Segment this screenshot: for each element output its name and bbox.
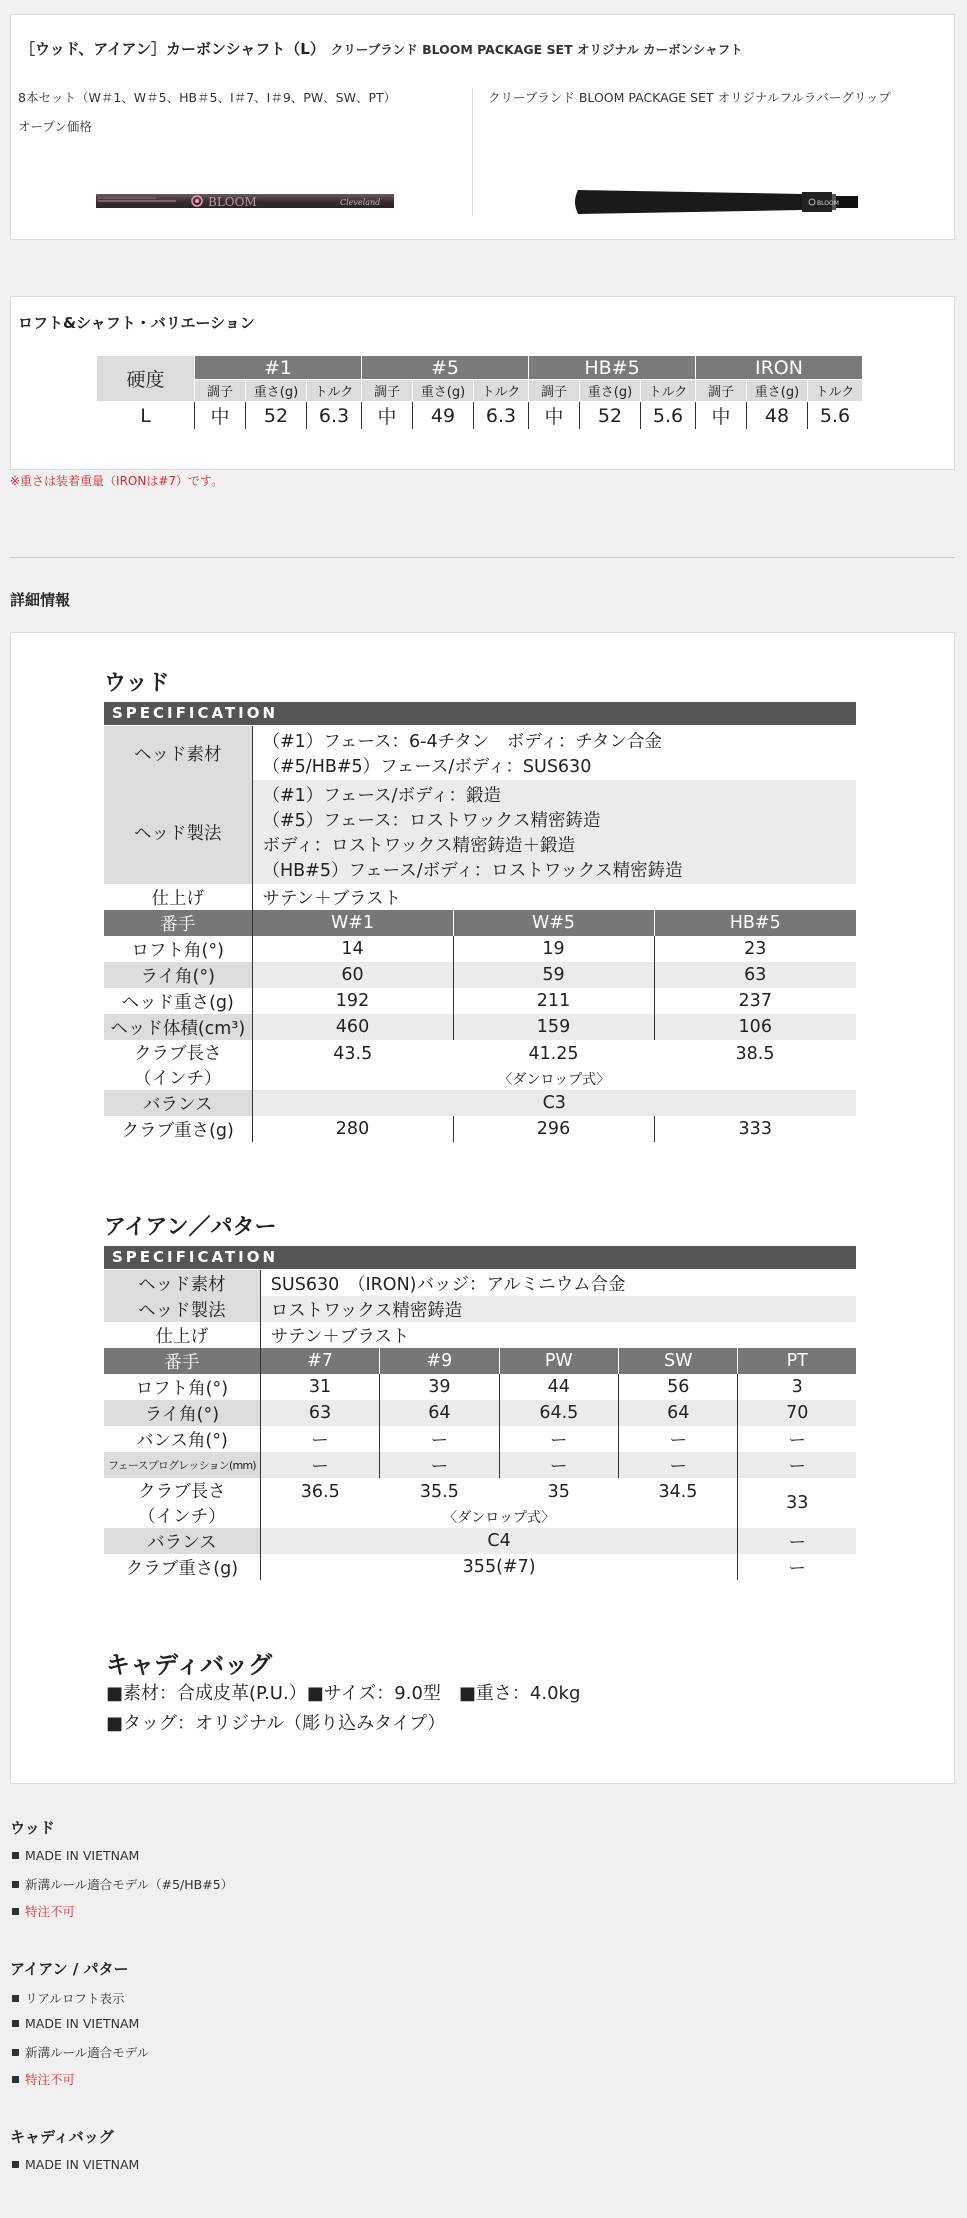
cell: 41.25 <box>528 1044 579 1064</box>
col-header: PW <box>499 1348 618 1374</box>
list-item: MADE IN VIETNAM <box>12 1848 139 1863</box>
cell: 35.5 <box>419 1482 459 1502</box>
list-item: リアルロフト表示 <box>12 1989 125 2007</box>
cell: 460 <box>252 1014 453 1040</box>
cell: ー <box>788 1558 806 1579</box>
grip-image <box>572 184 862 220</box>
cell: 中 <box>696 402 747 430</box>
spec-value: SUS630 （IRON)バッジ：アルミニウム合金 <box>270 1274 626 1295</box>
spec-label: ヘッド製法 <box>104 780 252 884</box>
cell: 34.5 <box>619 1478 738 1506</box>
cell: 296 <box>453 1116 654 1142</box>
sub-header: 重さ(g) <box>580 380 641 402</box>
cell: 48 <box>747 402 808 430</box>
weight-note: ※重さは装着重量（IRONは#7）です。 <box>10 474 224 488</box>
spec-label: 番手 <box>104 910 252 936</box>
col-header: SW <box>619 1348 738 1374</box>
cell: 6.3 <box>307 402 362 430</box>
sub-header: 調子 <box>362 380 413 402</box>
hardness-header: 硬度 <box>97 356 195 402</box>
spec-value: （#1）フェース：6-4チタン ボディ：チタン合金 （#5/HB#5）フェース/ボディ：SUS630 <box>262 732 662 777</box>
cell: 3 <box>791 1377 803 1397</box>
cell: 38.5 <box>735 1044 775 1064</box>
loft-group: #5 <box>362 356 529 380</box>
col-header: W#1 <box>252 910 453 936</box>
cell: 211 <box>453 988 654 1014</box>
spec-label: ライ角(°) <box>104 1400 260 1426</box>
cell: 6.3 <box>474 402 529 430</box>
cell: 355(#7) <box>260 1554 738 1580</box>
wood-notes-title: ウッド <box>10 1819 55 1837</box>
spec-label: ヘッド重さ(g) <box>104 988 252 1014</box>
loft-group: IRON <box>696 356 863 380</box>
cell: C4 <box>260 1528 738 1554</box>
svg-text:BLOOM: BLOOM <box>817 200 839 207</box>
cell: 333 <box>738 1119 772 1139</box>
cell: 35 <box>547 1482 570 1502</box>
cell: 14 <box>252 936 453 962</box>
spec-label: 番手 <box>104 1348 260 1374</box>
wood-spec-table <box>104 726 856 1142</box>
iron-spec-table <box>104 1270 856 1580</box>
cell: 60 <box>252 962 453 988</box>
spec-label: ヘッド素材 <box>104 726 252 780</box>
cell: 31 <box>260 1374 379 1400</box>
loft-group: HB#5 <box>529 356 696 380</box>
cell: 192 <box>252 988 453 1014</box>
spec-label: ヘッド体積(cm³) <box>104 1014 252 1040</box>
sub-header: 重さ(g) <box>246 380 307 402</box>
cell: 52 <box>246 402 307 430</box>
sub-header: 重さ(g) <box>413 380 474 402</box>
cell: 中 <box>195 402 246 430</box>
col-header: #7 <box>260 1348 379 1374</box>
cell: ー <box>260 1452 379 1478</box>
cell: ー <box>619 1452 738 1478</box>
spec-label: フェースプログレッション(mm) <box>104 1452 260 1478</box>
list-item: 特注不可 <box>12 2070 75 2088</box>
list-item: 新溝ルール適合モデル <box>12 2043 149 2061</box>
cell: 63 <box>654 962 856 988</box>
list-item: 特注不可 <box>12 1902 75 1920</box>
cell: 5.6 <box>808 402 863 430</box>
iron-spec-bar: SPECIFICATION <box>104 1246 856 1269</box>
section-divider <box>10 557 955 558</box>
list-item: 新溝ルール適合モデル（#5/HB#5） <box>12 1875 233 1893</box>
spec-value: （#1）フェース/ボディ：鍛造 （#5）フェース：ロストワックス精密鋳造 ボディ：ロストワックス精密鋳造＋鍛造 （HB#5）フェース/ボディ：ロストワックス精密鋳造 <box>252 780 856 884</box>
product-title: ［ウッド、アイアン］カーボンシャフト（L） クリーブランド BLOOM PACKAGE SET オリジナル カーボンシャフト <box>20 40 743 58</box>
cell: 63 <box>260 1400 379 1426</box>
length-note: 〈ダンロップ式〉 <box>260 1506 738 1528</box>
length-note: 〈ダンロップ式〉 <box>498 1072 611 1088</box>
cell: 39 <box>380 1374 499 1400</box>
cell: ー <box>380 1452 499 1478</box>
spec-label: バランス <box>104 1528 260 1554</box>
cell: 36.5 <box>300 1482 340 1502</box>
spec-label: クラブ長さ （インチ） <box>104 1040 252 1090</box>
cell: 70 <box>738 1400 856 1426</box>
cell: 59 <box>453 962 654 988</box>
cell: 19 <box>453 936 654 962</box>
set-contents: 8本セット（W＃1、W＃5、HB＃5、I＃7、I＃9、PW、SW、PT） <box>18 90 397 105</box>
cell: 237 <box>738 991 772 1011</box>
cell: 280 <box>252 1116 453 1142</box>
loft-group: #1 <box>195 356 362 380</box>
caddie-spec: ■素材：合成皮革(P.U.）■サイズ：9.0型 ■重さ：4.0kg <box>106 1683 581 1704</box>
spec-label: 仕上げ <box>104 1322 260 1348</box>
spec-label: 仕上げ <box>104 884 252 910</box>
spec-label: バンス角(°) <box>104 1426 260 1452</box>
loft-table <box>96 355 863 430</box>
cell: 56 <box>619 1374 738 1400</box>
cell: 64 <box>380 1400 499 1426</box>
iron-notes-title: アイアン / パター <box>10 1960 129 1978</box>
wood-spec-bar: SPECIFICATION <box>104 702 856 725</box>
price-text: オープン価格 <box>18 119 92 134</box>
cell: ー <box>499 1426 618 1452</box>
grip-text: クリーブランド BLOOM PACKAGE SET オリジナルフルラバーグリップ <box>488 90 891 105</box>
sub-header: 調子 <box>195 380 246 402</box>
loft-title: ロフト&シャフト・バリエーション <box>18 314 255 332</box>
caddie-title: キャディバッグ <box>106 1651 273 1679</box>
cell: 106 <box>654 1014 856 1040</box>
spec-label: ライ角(°) <box>104 962 252 988</box>
cell: ー <box>499 1452 618 1478</box>
cell: 52 <box>580 402 641 430</box>
col-header: W#5 <box>453 910 654 936</box>
cell: 23 <box>744 939 767 959</box>
cell: ー <box>619 1426 738 1452</box>
spec-value: サテン＋ブラスト <box>270 1326 410 1347</box>
sub-header: トルク <box>641 380 696 402</box>
spec-label: クラブ重さ(g) <box>104 1554 260 1580</box>
spec-label: クラブ長さ （インチ） <box>104 1478 260 1528</box>
cell: 33 <box>786 1493 809 1513</box>
spec-label: ロフト角(°) <box>104 1374 260 1400</box>
iron-title: アイアン／パター <box>104 1215 277 1240</box>
cell: 中 <box>529 402 580 430</box>
sub-header: トルク <box>474 380 529 402</box>
cell: 44 <box>499 1374 618 1400</box>
sub-header: 調子 <box>529 380 580 402</box>
sub-header: 重さ(g) <box>747 380 808 402</box>
cell: ー <box>380 1426 499 1452</box>
sub-header: トルク <box>808 380 863 402</box>
detail-heading: 詳細情報 <box>10 591 71 609</box>
divider <box>472 88 473 216</box>
wood-title: ウッド <box>104 671 170 696</box>
cell: 49 <box>413 402 474 430</box>
spec-label: ヘッド製法 <box>104 1296 260 1322</box>
cell: 64 <box>619 1400 738 1426</box>
spec-label: クラブ重さ(g) <box>104 1116 252 1142</box>
cell: C3 <box>252 1090 856 1116</box>
spec-value: サテン＋ブラスト <box>262 888 402 909</box>
cell: 中 <box>362 402 413 430</box>
sub-header: トルク <box>307 380 362 402</box>
spec-label: ロフト角(°) <box>104 936 252 962</box>
cell: ー <box>788 1430 806 1451</box>
cell: 64.5 <box>499 1400 618 1426</box>
caddie-notes-title: キャディバッグ <box>10 2128 114 2146</box>
row-label: L <box>97 402 195 430</box>
cell: ー <box>738 1528 856 1554</box>
svg-text:Cleveland: Cleveland <box>340 198 381 207</box>
cell: ー <box>738 1452 856 1478</box>
cell: ー <box>260 1426 379 1452</box>
list-item: MADE IN VIETNAM <box>12 2157 139 2172</box>
cell: 5.6 <box>641 402 696 430</box>
spec-label: ヘッド素材 <box>104 1270 260 1296</box>
list-item: MADE IN VIETNAM <box>12 2016 139 2031</box>
spec-label: バランス <box>104 1090 252 1116</box>
col-header: HB#5 <box>654 910 856 936</box>
cell: 159 <box>453 1014 654 1040</box>
caddie-tag: ■タッグ：オリジナル（彫り込みタイプ） <box>106 1713 446 1734</box>
spec-value: ロストワックス精密鋳造 <box>260 1296 856 1322</box>
col-header: #9 <box>380 1348 499 1374</box>
col-header: PT <box>738 1348 856 1374</box>
product-title-sub: クリーブランド BLOOM PACKAGE SET オリジナル カーボンシャフト <box>330 42 743 57</box>
cell: 43.5 <box>333 1044 373 1064</box>
sub-header: 調子 <box>696 380 747 402</box>
shaft-image <box>96 188 396 216</box>
svg-text:BLOOM: BLOOM <box>208 195 257 209</box>
